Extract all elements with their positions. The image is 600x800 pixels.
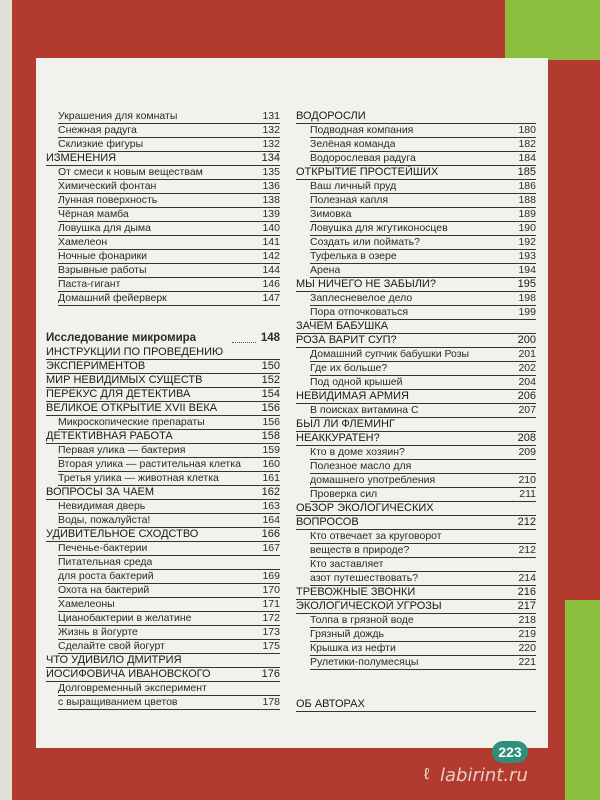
toc-entry-page: 150 [261, 360, 280, 372]
toc-entry-page: 142 [262, 250, 280, 262]
toc-entry-page: 161 [262, 472, 280, 484]
toc-entry-title: Рулетики-полумесяцы [310, 656, 419, 668]
toc-entry [58, 472, 280, 485]
toc-entry-page: 202 [518, 362, 536, 374]
toc-entry-title: Пора отпочковаться [310, 306, 409, 318]
toc-entry-page: 144 [262, 264, 280, 276]
toc-entry-page: 219 [518, 628, 536, 640]
toc-entry-page: 169 [262, 570, 280, 582]
toc-entry [310, 614, 536, 627]
toc-entry [296, 278, 536, 291]
toc-entry-page: 156 [261, 402, 280, 414]
labirint-logo-icon: ℓ [424, 766, 430, 783]
toc-entry-page: 214 [518, 572, 536, 584]
toc-entry-page: 190 [518, 222, 536, 234]
toc-entry-title: ИОСИФОВИЧА ИВАНОВСКОГО [46, 668, 211, 680]
toc-entry-page: 189 [518, 208, 536, 220]
toc-entry [296, 334, 536, 347]
toc-entry-title: Лунная поверхность [58, 194, 158, 206]
toc-entry-title: Где их больше? [310, 362, 388, 374]
toc-entry-title: домашнего употребления [310, 474, 436, 486]
toc-entry-title: Паста-гигант [58, 278, 121, 290]
toc-entry-title: Ловушка для дыма [58, 222, 151, 234]
toc-entry [310, 194, 536, 207]
toc-entry [58, 640, 280, 653]
toc-entry-title: Жизнь в йогурте [58, 626, 138, 638]
toc-entry-title: НЕВИДИМАЯ АРМИЯ [296, 390, 409, 402]
toc-entry [58, 250, 280, 263]
toc-entry-page: 171 [262, 598, 280, 610]
toc-entry-title: Химический фонтан [58, 180, 157, 192]
toc-entry-page: 156 [262, 416, 280, 428]
toc-entry-page: 210 [518, 474, 536, 486]
toc-entry-title: Микроскопические препараты [58, 416, 205, 428]
toc-entry [58, 598, 280, 611]
toc-entry [58, 584, 280, 597]
contents-page [36, 58, 548, 760]
toc-entry-title: ИЗМЕНЕНИЯ [46, 152, 117, 164]
toc-entry [58, 612, 280, 625]
toc-entry-title: Исследование микромира [46, 332, 197, 344]
toc-entry-page: 146 [262, 278, 280, 290]
toc-entry [310, 404, 536, 417]
toc-entry [310, 474, 536, 487]
toc-entry [296, 586, 536, 599]
toc-entry-page: 195 [517, 278, 536, 290]
toc-entry-title: Хамелеон [58, 236, 108, 248]
toc-entry-page: 218 [518, 614, 536, 626]
toc-entry [46, 402, 280, 415]
toc-entry-page: 209 [518, 446, 536, 458]
toc-entry-title: Водорослевая радуга [310, 152, 416, 164]
toc-entry [58, 416, 280, 429]
toc-entry-page: 164 [262, 514, 280, 526]
toc-entry-title: В поисках витамина С [310, 404, 419, 416]
toc-entry-page: 182 [518, 138, 536, 150]
toc-entry-title: НЕАККУРАТЕН? [296, 432, 380, 444]
toc-entry [296, 390, 536, 403]
toc-entry-title: УДИВИТЕЛЬНОЕ СХОДСТВО [46, 528, 199, 540]
toc-entry [58, 444, 280, 457]
toc-entry [310, 264, 536, 277]
toc-entry-title: азот путешествовать? [310, 572, 419, 584]
toc-entry [46, 374, 280, 387]
toc-entry-title: ПЕРЕКУС ДЛЯ ДЕТЕКТИВА [46, 388, 191, 400]
toc-entry-title: ВЕЛИКОЕ ОТКРЫТИЕ XVII ВЕКА [46, 402, 218, 414]
toc-entry-page: 140 [262, 222, 280, 234]
toc-entry [310, 208, 536, 221]
toc-entry [296, 166, 536, 179]
toc-entry-title: ТРЕВОЖНЫЕ ЗВОНКИ [296, 586, 416, 598]
toc-entry-title: Крышка из нефти [310, 642, 396, 654]
toc-entry-title: Арена [310, 264, 341, 276]
toc-entry-page: 132 [262, 138, 280, 150]
toc-entry-title: Кто отвечает за круговорот [310, 530, 442, 542]
toc-entry-title: Кто в доме хозяин? [310, 446, 405, 458]
toc-entry-page: 175 [262, 640, 280, 652]
toc-entry [296, 516, 536, 529]
toc-entry-page: 212 [517, 516, 536, 528]
toc-entry-page: 167 [262, 542, 280, 554]
toc-entry-title: ВОПРОСЫ ЗА ЧАЕМ [46, 486, 155, 498]
toc-entry-title: Долговременный эксперимент [58, 682, 207, 694]
toc-entry [58, 110, 280, 123]
toc-entry-page: 180 [518, 124, 536, 136]
toc-entry [310, 124, 536, 137]
toc-entry-page: 201 [518, 348, 536, 360]
toc-entry-title: Ночные фонарики [58, 250, 148, 262]
toc-entry-title: Заплесневелое дело [310, 292, 413, 304]
toc-entry-page: 178 [262, 696, 280, 708]
toc-entry [310, 362, 536, 375]
toc-entry-title: Первая улика — бактерия [58, 444, 186, 456]
toc-entry [46, 346, 280, 359]
toc-entry-page: 166 [261, 528, 280, 540]
toc-entry [58, 626, 280, 639]
toc-entry-title: РОЗА ВАРИТ СУП? [296, 334, 397, 346]
toc-entry [310, 488, 536, 501]
toc-entry [310, 544, 536, 557]
toc-entry-page: 188 [518, 194, 536, 206]
toc-entry-title: БЫЛ ЛИ ФЛЕМИНГ [296, 418, 395, 430]
toc-entry-title: ЭКСПЕРИМЕНТОВ [46, 360, 146, 372]
toc-entry-page: 160 [262, 458, 280, 470]
toc-entry [310, 222, 536, 235]
toc-entry [58, 236, 280, 249]
toc-entry-title: Питательная среда [58, 556, 153, 568]
toc-entry [310, 530, 536, 543]
toc-entry-title: МЫ НИЧЕГО НЕ ЗАБЫЛИ? [296, 278, 436, 290]
toc-entry-title: ВОДОРОСЛИ [296, 110, 366, 122]
toc-entry-title: Снежная радуга [58, 124, 137, 136]
toc-entry [296, 320, 536, 333]
toc-entry [296, 432, 536, 445]
toc-entry-title: ОТКРЫТИЕ ПРОСТЕЙШИХ [296, 166, 439, 178]
toc-entry-page: 159 [262, 444, 280, 456]
toc-entry-title: Полезная капля [310, 194, 389, 206]
toc-entry [296, 110, 536, 123]
toc-entry [310, 642, 536, 655]
toc-entry-title: ДЕТЕКТИВНАЯ РАБОТА [46, 430, 173, 442]
toc-entry-title: Под одной крышей [310, 376, 403, 388]
green-cover-edge [565, 600, 600, 800]
toc-entry [296, 418, 536, 431]
toc-entry-page: 216 [517, 586, 536, 598]
toc-entry [58, 682, 280, 695]
toc-entry [58, 124, 280, 137]
toc-entry-title: ЗАЧЕМ БАБУШКА [296, 320, 389, 332]
toc-entry-title: Украшения для комнаты [58, 110, 178, 122]
toc-entry-page: 176 [261, 668, 280, 680]
toc-entry [58, 138, 280, 151]
toc-entry [58, 458, 280, 471]
toc-entry [310, 236, 536, 249]
toc-entry-page: 211 [519, 488, 536, 500]
toc-entry-page: 141 [262, 236, 280, 248]
toc-entry [310, 572, 536, 585]
toc-entry [310, 138, 536, 151]
toc-leader-line [232, 342, 256, 343]
toc-leader-line [58, 305, 280, 306]
toc-entry [46, 332, 280, 345]
page-number-badge: 223 [492, 741, 528, 763]
toc-entry-title: МИР НЕВИДИМЫХ СУЩЕСТВ [46, 374, 203, 386]
toc-entry-title: ВОПРОСОВ [296, 516, 359, 528]
toc-leader-line [296, 711, 536, 712]
toc-entry-title: Ваш личный пруд [310, 180, 397, 192]
toc-entry [46, 360, 280, 373]
toc-entry [310, 250, 536, 263]
toc-entry [58, 222, 280, 235]
toc-entry-title: ЭКОЛОГИЧЕСКОЙ УГРОЗЫ [296, 600, 442, 612]
toc-entry [58, 166, 280, 179]
toc-entry-page: 186 [518, 180, 536, 192]
toc-entry-page: 148 [260, 332, 280, 344]
toc-entry-title: Домашний фейерверк [58, 292, 167, 304]
toc-entry [58, 292, 280, 305]
toc-entry [58, 194, 280, 207]
toc-entry-title: Воды, пожалуйста! [58, 514, 151, 526]
toc-entry [46, 654, 280, 667]
toc-entry [58, 264, 280, 277]
green-cover-corner [505, 0, 600, 60]
toc-entry-title: Склизкие фигуры [58, 138, 144, 150]
toc-entry-title: Зелёная команда [310, 138, 396, 150]
toc-entry-page: 172 [262, 612, 280, 624]
toc-entry-page: 147 [262, 292, 280, 304]
toc-entry-title: ЧТО УДИВИЛО ДМИТРИЯ [46, 654, 182, 666]
toc-entry [310, 376, 536, 389]
toc-entry-title: Полезное масло для [310, 460, 412, 472]
toc-entry-title: Взрывные работы [58, 264, 147, 276]
toc-entry [58, 278, 280, 291]
toc-entry-title: веществ в природе? [310, 544, 410, 556]
toc-entry-title: Третья улика — животная клетка [58, 472, 219, 484]
toc-entry [310, 180, 536, 193]
toc-entry-title: ОБЗОР ЭКОЛОГИЧЕСКИХ [296, 502, 434, 514]
toc-entry [310, 152, 536, 165]
toc-entry-page: 162 [261, 486, 280, 498]
toc-entry [296, 600, 536, 613]
toc-entry-page: 173 [262, 626, 280, 638]
toc-entry [310, 348, 536, 361]
toc-entry-page: 132 [262, 124, 280, 136]
toc-entry-title: Зимовка [310, 208, 352, 220]
toc-entry-title: Толпа в грязной воде [310, 614, 414, 626]
toc-entry [58, 556, 280, 569]
toc-entry-page: 206 [517, 390, 536, 402]
toc-entry-page: 170 [262, 584, 280, 596]
toc-entry-title: ОБ АВТОРАХ [296, 698, 365, 710]
toc-entry-page: 154 [261, 388, 280, 400]
toc-entry-page: 212 [518, 544, 536, 556]
toc-entry-page: 200 [517, 334, 536, 346]
toc-entry [58, 542, 280, 555]
toc-entry [46, 388, 280, 401]
toc-entry-page: 138 [262, 194, 280, 206]
toc-entry-page: 134 [261, 152, 280, 164]
toc-entry-page: 192 [518, 236, 536, 248]
toc-entry-title: Цианобактерии в желатине [58, 612, 192, 624]
toc-entry-page: 152 [261, 374, 280, 386]
toc-entry [296, 502, 536, 515]
toc-entry-title: Грязный дождь [310, 628, 384, 640]
toc-entry-page: 199 [518, 306, 536, 318]
toc-entry-title: с выращиванием цветов [58, 696, 178, 708]
toc-entry-page: 221 [518, 656, 536, 668]
toc-entry-page: 135 [262, 166, 280, 178]
toc-entry-title: для роста бактерий [58, 570, 154, 582]
toc-entry-page: 217 [517, 600, 536, 612]
toc-entry [46, 528, 280, 541]
toc-entry-page: 204 [518, 376, 536, 388]
toc-entry [310, 306, 536, 319]
toc-entry [310, 292, 536, 305]
toc-entry-title: Охота на бактерий [58, 584, 150, 596]
toc-entry-title: Невидимая дверь [58, 500, 146, 512]
toc-entry [58, 208, 280, 221]
toc-entry-title: Проверка сил [310, 488, 378, 500]
toc-entry-page: 184 [518, 152, 536, 164]
toc-entry [58, 514, 280, 527]
toc-entry [46, 668, 280, 681]
toc-entry-page: 207 [518, 404, 536, 416]
toc-entry-title: Подводная компания [310, 124, 414, 136]
toc-entry-title: Домашний супчик бабушки Розы [310, 348, 470, 360]
toc-entry-title: ИНСТРУКЦИИ ПО ПРОВЕДЕНИЮ [46, 346, 224, 358]
toc-entry [310, 628, 536, 641]
toc-entry-title: Кто заставляет [310, 558, 384, 570]
toc-entry-page: 194 [518, 264, 536, 276]
toc-entry [46, 430, 280, 443]
toc-entry [310, 460, 536, 473]
toc-entry-title: Ловушка для жгутиконосцев [310, 222, 448, 234]
toc-entry [58, 500, 280, 513]
book-spine [0, 0, 12, 800]
toc-entry-page: 163 [262, 500, 280, 512]
toc-entry [310, 656, 536, 669]
toc-entry-page: 136 [262, 180, 280, 192]
toc-entry [296, 698, 536, 711]
toc-entry-title: Создать или поймать? [310, 236, 420, 248]
toc-entry-page: 131 [262, 110, 280, 122]
toc-entry-page: 220 [518, 642, 536, 654]
toc-entry-title: Вторая улика — растительная клетка [58, 458, 241, 470]
toc-entry [310, 558, 536, 571]
toc-entry-title: Печенье-бактерии [58, 542, 148, 554]
toc-entry-title: От смеси к новым веществам [58, 166, 203, 178]
toc-leader-line [58, 709, 280, 710]
toc-entry-page: 208 [517, 432, 536, 444]
toc-entry-page: 185 [517, 166, 536, 178]
toc-entry [58, 696, 280, 709]
toc-entry [46, 152, 280, 165]
toc-entry-title: Хамелеоны [58, 598, 115, 610]
toc-entry-title: Туфелька в озере [310, 250, 397, 262]
toc-entry-title: Чёрная мамба [58, 208, 129, 220]
watermark: labirint.ru [440, 765, 528, 786]
toc-entry [58, 570, 280, 583]
toc-leader-line [310, 669, 536, 670]
toc-entry-page: 198 [518, 292, 536, 304]
toc-entry-page: 139 [262, 208, 280, 220]
toc-entry-page: 158 [261, 430, 280, 442]
toc-entry-page: 193 [518, 250, 536, 262]
toc-entry [310, 446, 536, 459]
toc-entry [58, 180, 280, 193]
toc-entry-title: Сделайте свой йогурт [58, 640, 165, 652]
toc-entry [46, 486, 280, 499]
